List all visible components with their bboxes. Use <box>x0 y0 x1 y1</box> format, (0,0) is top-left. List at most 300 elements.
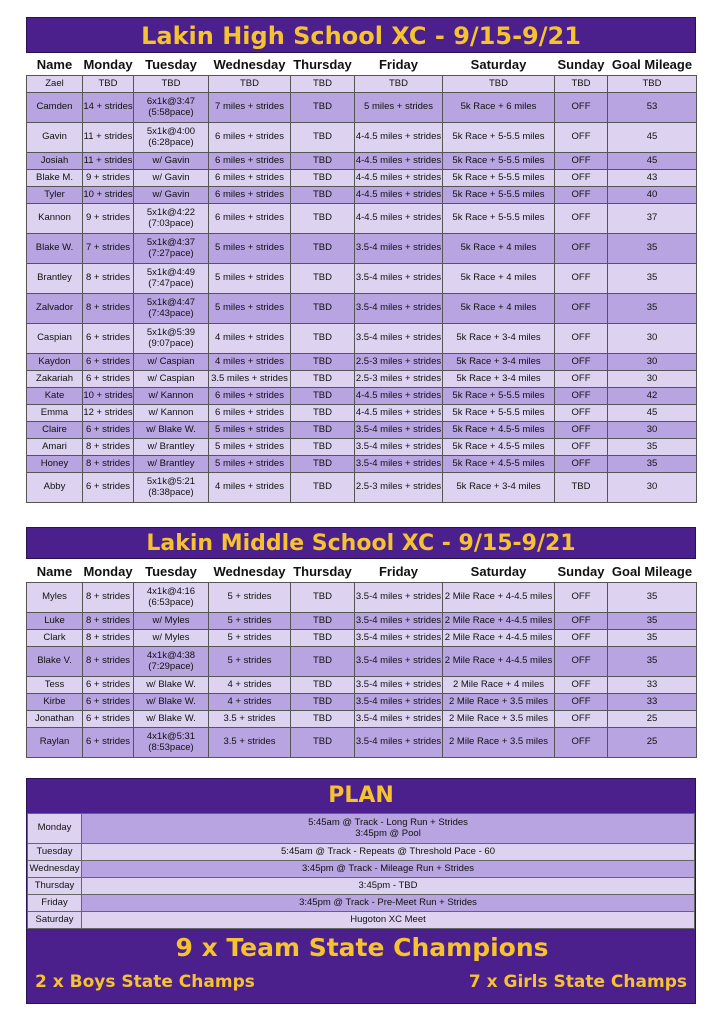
table-cell: w/ Myles <box>134 630 209 647</box>
table-cell: 5x1k@4:49 (7:47pace) <box>134 264 209 294</box>
table-row <box>27 204 697 234</box>
table-cell: TBD <box>555 76 608 93</box>
table-cell: TBD <box>291 405 355 422</box>
hs-header-monday: Monday <box>83 53 134 76</box>
plan-row <box>28 895 695 912</box>
table-cell: OFF <box>555 187 608 204</box>
hs-header-thursday: Thursday <box>291 53 355 76</box>
table-cell: 3.5-4 miles + strides <box>355 264 443 294</box>
table-cell: 10 + strides <box>83 388 134 405</box>
table-cell: 35 <box>608 264 697 294</box>
table-cell: 6 miles + strides <box>209 123 291 153</box>
plan-row <box>28 844 695 861</box>
middle-school-title: Lakin Middle School XC - 9/15-9/21 <box>26 527 696 559</box>
table-cell: 25 <box>608 728 697 758</box>
table-cell: 5k Race + 6 miles <box>443 93 555 123</box>
table-cell: 45 <box>608 153 697 170</box>
table-cell: w/ Caspian <box>134 354 209 371</box>
plan-row <box>28 814 695 844</box>
athlete-name: Raylan <box>27 728 83 758</box>
table-cell: 2 Mile Race + 4-4.5 miles <box>443 630 555 647</box>
table-cell: w/ Caspian <box>134 371 209 388</box>
table-cell: 3.5-4 miles + strides <box>355 583 443 613</box>
athlete-name: Zalvador <box>27 294 83 324</box>
table-cell: OFF <box>555 170 608 187</box>
table-row <box>27 456 697 473</box>
athlete-name: Amari <box>27 439 83 456</box>
table-cell: w/ Gavin <box>134 170 209 187</box>
middle-school-schedule <box>26 560 696 758</box>
table-row <box>27 264 697 294</box>
table-cell: 8 + strides <box>83 294 134 324</box>
table-cell: TBD <box>291 354 355 371</box>
table-cell: 35 <box>608 583 697 613</box>
table-cell: OFF <box>555 388 608 405</box>
table-cell: TBD <box>291 677 355 694</box>
table-cell: 5x1k@5:21 (8:38pace) <box>134 473 209 503</box>
table-cell: 2.5-3 miles + strides <box>355 371 443 388</box>
table-cell: TBD <box>355 76 443 93</box>
table-cell: 6 + strides <box>83 473 134 503</box>
table-cell: 3.5-4 miles + strides <box>355 613 443 630</box>
table-row <box>27 711 697 728</box>
hs-header-friday: Friday <box>355 53 443 76</box>
table-cell: 4-4.5 miles + strides <box>355 204 443 234</box>
table-cell: OFF <box>555 711 608 728</box>
table-cell: 12 + strides <box>83 405 134 422</box>
table-cell: 35 <box>608 613 697 630</box>
hs-header-saturday: Saturday <box>443 53 555 76</box>
plan-table <box>27 813 695 929</box>
table-cell: 8 + strides <box>83 613 134 630</box>
table-cell: 33 <box>608 677 697 694</box>
table-cell: 5k Race + 4 miles <box>443 294 555 324</box>
table-cell: OFF <box>555 204 608 234</box>
table-cell: 9 + strides <box>83 204 134 234</box>
table-cell: 4-4.5 miles + strides <box>355 170 443 187</box>
table-cell: TBD <box>291 728 355 758</box>
table-cell: 6 miles + strides <box>209 405 291 422</box>
table-cell: 5k Race + 5-5.5 miles <box>443 204 555 234</box>
table-row <box>27 187 697 204</box>
table-cell: 6 + strides <box>83 677 134 694</box>
table-cell: 14 + strides <box>83 93 134 123</box>
table-cell: 8 + strides <box>83 264 134 294</box>
table-cell: TBD <box>291 583 355 613</box>
table-cell: 40 <box>608 187 697 204</box>
table-cell: 5k Race + 5-5.5 miles <box>443 170 555 187</box>
table-cell: 35 <box>608 647 697 677</box>
table-cell: 2 Mile Race + 3.5 miles <box>443 694 555 711</box>
table-row <box>27 294 697 324</box>
table-cell: 3.5-4 miles + strides <box>355 647 443 677</box>
athlete-name: Kaydon <box>27 354 83 371</box>
table-cell: 4 + strides <box>209 677 291 694</box>
table-cell: 6 + strides <box>83 694 134 711</box>
table-cell: 6 miles + strides <box>209 388 291 405</box>
table-cell: OFF <box>555 583 608 613</box>
table-cell: 2 Mile Race + 4-4.5 miles <box>443 583 555 613</box>
table-row <box>27 234 697 264</box>
table-cell: 4-4.5 miles + strides <box>355 153 443 170</box>
table-cell: TBD <box>291 371 355 388</box>
table-cell: OFF <box>555 630 608 647</box>
table-cell: 42 <box>608 388 697 405</box>
table-row <box>27 630 697 647</box>
table-row <box>27 473 697 503</box>
plan-detail: 3:45pm @ Track - Pre-Meet Run + Strides <box>82 895 695 912</box>
table-cell: 2 Mile Race + 4-4.5 miles <box>443 647 555 677</box>
table-cell: 5x1k@5:39 (9:07pace) <box>134 324 209 354</box>
table-cell: 37 <box>608 204 697 234</box>
table-cell: 6 miles + strides <box>209 170 291 187</box>
table-cell: 5k Race + 5-5.5 miles <box>443 388 555 405</box>
table-cell: TBD <box>608 76 697 93</box>
plan-title: PLAN <box>27 779 695 813</box>
plan-day: Thursday <box>28 878 82 895</box>
table-cell: 8 + strides <box>83 583 134 613</box>
table-cell: TBD <box>134 76 209 93</box>
plan-day: Monday <box>28 814 82 844</box>
table-cell: 2 Mile Race + 4 miles <box>443 677 555 694</box>
table-cell: 6 + strides <box>83 422 134 439</box>
table-cell: 3.5-4 miles + strides <box>355 711 443 728</box>
table-cell: 4x1k@4:38 (7:29pace) <box>134 647 209 677</box>
table-cell: 6 + strides <box>83 371 134 388</box>
table-cell: 5k Race + 3-4 miles <box>443 324 555 354</box>
plan-detail: Hugoton XC Meet <box>82 912 695 929</box>
athlete-name: Gavin <box>27 123 83 153</box>
table-cell: TBD <box>291 93 355 123</box>
table-cell: 8 + strides <box>83 456 134 473</box>
table-row <box>27 153 697 170</box>
athlete-name: Clark <box>27 630 83 647</box>
table-cell: TBD <box>291 711 355 728</box>
table-cell: 3.5 + strides <box>209 711 291 728</box>
table-cell: TBD <box>291 234 355 264</box>
table-cell: OFF <box>555 456 608 473</box>
table-cell: 45 <box>608 123 697 153</box>
ms-header-monday: Monday <box>83 560 134 583</box>
table-cell: 5k Race + 4 miles <box>443 264 555 294</box>
table-cell: 2.5-3 miles + strides <box>355 473 443 503</box>
table-cell: 8 + strides <box>83 439 134 456</box>
table-cell: 3.5-4 miles + strides <box>355 294 443 324</box>
table-cell: 6 + strides <box>83 354 134 371</box>
high-school-table <box>26 53 697 503</box>
high-school-title: Lakin High School XC - 9/15-9/21 <box>26 17 696 53</box>
ms-header-sunday: Sunday <box>555 560 608 583</box>
table-cell: 6x1k@3:47 (5:58pace) <box>134 93 209 123</box>
table-cell: TBD <box>291 294 355 324</box>
table-cell: 4x1k@5:31 (8:53pace) <box>134 728 209 758</box>
athlete-name: Tess <box>27 677 83 694</box>
table-cell: TBD <box>291 439 355 456</box>
table-cell: TBD <box>291 456 355 473</box>
table-row <box>27 324 697 354</box>
table-cell: w/ Blake W. <box>134 677 209 694</box>
table-cell: 5k Race + 5-5.5 miles <box>443 153 555 170</box>
table-cell: w/ Myles <box>134 613 209 630</box>
table-cell: OFF <box>555 234 608 264</box>
table-cell: w/ Gavin <box>134 187 209 204</box>
table-cell: OFF <box>555 123 608 153</box>
table-cell: OFF <box>555 613 608 630</box>
table-cell: OFF <box>555 439 608 456</box>
table-cell: 5 miles + strides <box>209 422 291 439</box>
table-row <box>27 439 697 456</box>
table-cell: TBD <box>291 123 355 153</box>
table-cell: 5x1k@4:22 (7:03pace) <box>134 204 209 234</box>
table-cell: 5 miles + strides <box>209 234 291 264</box>
table-cell: 4 miles + strides <box>209 354 291 371</box>
athlete-name: Blake V. <box>27 647 83 677</box>
table-row <box>27 388 697 405</box>
table-cell: 2.5-3 miles + strides <box>355 354 443 371</box>
table-cell: 35 <box>608 456 697 473</box>
table-cell: OFF <box>555 728 608 758</box>
table-cell: 6 miles + strides <box>209 187 291 204</box>
plan-day: Saturday <box>28 912 82 929</box>
athlete-name: Kate <box>27 388 83 405</box>
table-cell: 5x1k@4:00 (6:28pace) <box>134 123 209 153</box>
table-cell: 6 + strides <box>83 324 134 354</box>
table-row <box>27 647 697 677</box>
table-cell: TBD <box>291 473 355 503</box>
table-cell: 2 Mile Race + 3.5 miles <box>443 711 555 728</box>
table-row <box>27 405 697 422</box>
athlete-name: Abby <box>27 473 83 503</box>
table-cell: 6 + strides <box>83 711 134 728</box>
high-school-schedule <box>26 53 696 503</box>
athlete-name: Kirbe <box>27 694 83 711</box>
plan-detail: 3:45pm - TBD <box>82 878 695 895</box>
table-cell: 5k Race + 3-4 miles <box>443 473 555 503</box>
table-cell: w/ Blake W. <box>134 711 209 728</box>
table-row <box>27 354 697 371</box>
table-row <box>27 694 697 711</box>
table-cell: 2 Mile Race + 3.5 miles <box>443 728 555 758</box>
middle-school-table <box>26 560 697 758</box>
table-row <box>27 371 697 388</box>
plan-row <box>28 878 695 895</box>
table-cell: TBD <box>291 187 355 204</box>
table-cell: 3.5-4 miles + strides <box>355 728 443 758</box>
athlete-name: Tyler <box>27 187 83 204</box>
table-cell: TBD <box>291 613 355 630</box>
table-cell: OFF <box>555 422 608 439</box>
hs-header-tuesday: Tuesday <box>134 53 209 76</box>
table-cell: 35 <box>608 630 697 647</box>
table-cell: 9 + strides <box>83 170 134 187</box>
table-cell: 3.5-4 miles + strides <box>355 234 443 264</box>
plan-detail: 3:45pm @ Track - Mileage Run + Strides <box>82 861 695 878</box>
table-cell: OFF <box>555 371 608 388</box>
table-cell: OFF <box>555 294 608 324</box>
table-cell: 35 <box>608 294 697 324</box>
athlete-name: Kannon <box>27 204 83 234</box>
athlete-name: Brantley <box>27 264 83 294</box>
table-cell: 3.5-4 miles + strides <box>355 324 443 354</box>
plan-row <box>28 861 695 878</box>
table-row <box>27 677 697 694</box>
table-cell: w/ Brantley <box>134 439 209 456</box>
table-cell: 4-4.5 miles + strides <box>355 187 443 204</box>
table-cell: 5k Race + 5-5.5 miles <box>443 405 555 422</box>
table-cell: TBD <box>443 76 555 93</box>
plan-section <box>26 778 696 1004</box>
table-cell: TBD <box>83 76 134 93</box>
table-cell: TBD <box>209 76 291 93</box>
table-cell: 45 <box>608 405 697 422</box>
ms-header-wednesday: Wednesday <box>209 560 291 583</box>
table-cell: 4-4.5 miles + strides <box>355 405 443 422</box>
table-cell: 11 + strides <box>83 123 134 153</box>
table-cell: 5 + strides <box>209 613 291 630</box>
table-cell: OFF <box>555 647 608 677</box>
table-cell: 6 + strides <box>83 728 134 758</box>
athlete-name: Honey <box>27 456 83 473</box>
table-row <box>27 170 697 187</box>
table-cell: TBD <box>291 630 355 647</box>
table-cell: 5k Race + 4.5-5 miles <box>443 456 555 473</box>
table-cell: 30 <box>608 473 697 503</box>
table-cell: 5k Race + 3-4 miles <box>443 354 555 371</box>
athlete-name: Myles <box>27 583 83 613</box>
table-cell: 4 miles + strides <box>209 324 291 354</box>
ms-header-friday: Friday <box>355 560 443 583</box>
table-cell: 43 <box>608 170 697 187</box>
table-row <box>27 728 697 758</box>
table-cell: 7 miles + strides <box>209 93 291 123</box>
table-cell: 3.5-4 miles + strides <box>355 630 443 647</box>
table-cell: 3.5-4 miles + strides <box>355 456 443 473</box>
table-cell: 5 miles + strides <box>209 294 291 324</box>
hs-header-sunday: Sunday <box>555 53 608 76</box>
table-cell: 7 + strides <box>83 234 134 264</box>
athlete-name: Jonathan <box>27 711 83 728</box>
table-cell: w/ Brantley <box>134 456 209 473</box>
table-cell: w/ Blake W. <box>134 694 209 711</box>
table-cell: 2 Mile Race + 4-4.5 miles <box>443 613 555 630</box>
table-cell: 33 <box>608 694 697 711</box>
table-cell: 5 + strides <box>209 647 291 677</box>
team-state-champions: 9 x Team State Champions <box>175 933 549 962</box>
table-cell: TBD <box>291 204 355 234</box>
plan-day: Friday <box>28 895 82 912</box>
table-cell: OFF <box>555 405 608 422</box>
athlete-name: Blake W. <box>27 234 83 264</box>
table-cell: OFF <box>555 93 608 123</box>
table-cell: 5 miles + strides <box>209 439 291 456</box>
table-cell: TBD <box>291 153 355 170</box>
plan-row <box>28 912 695 929</box>
table-row <box>27 583 697 613</box>
table-cell: 4 + strides <box>209 694 291 711</box>
table-cell: TBD <box>291 388 355 405</box>
athlete-name: Camden <box>27 93 83 123</box>
table-cell: 5k Race + 5-5.5 miles <box>443 123 555 153</box>
athlete-name: Josiah <box>27 153 83 170</box>
table-cell: 4-4.5 miles + strides <box>355 123 443 153</box>
table-row <box>27 76 697 93</box>
table-cell: w/ Kannon <box>134 405 209 422</box>
table-cell: 5 miles + strides <box>355 93 443 123</box>
table-cell: 5 miles + strides <box>209 456 291 473</box>
table-cell: TBD <box>291 170 355 187</box>
table-cell: 11 + strides <box>83 153 134 170</box>
athlete-name: Luke <box>27 613 83 630</box>
table-cell: OFF <box>555 354 608 371</box>
table-cell: TBD <box>291 647 355 677</box>
table-cell: OFF <box>555 264 608 294</box>
plan-detail: 5:45am @ Track - Repeats @ Threshold Pace - 60 <box>82 844 695 861</box>
ms-header-goal-mileage: Goal Mileage <box>608 560 697 583</box>
table-cell: OFF <box>555 677 608 694</box>
table-cell: 5k Race + 5-5.5 miles <box>443 187 555 204</box>
table-cell: 35 <box>608 234 697 264</box>
table-cell: 5x1k@4:47 (7:43pace) <box>134 294 209 324</box>
hs-header-name: Name <box>27 53 83 76</box>
table-cell: 5 + strides <box>209 583 291 613</box>
athlete-name: Claire <box>27 422 83 439</box>
ms-header-name: Name <box>27 560 83 583</box>
table-cell: 30 <box>608 422 697 439</box>
table-cell: 3.5-4 miles + strides <box>355 677 443 694</box>
table-cell: 5 + strides <box>209 630 291 647</box>
table-cell: 4x1k@4:16 (6:53pace) <box>134 583 209 613</box>
table-cell: 3.5-4 miles + strides <box>355 422 443 439</box>
table-cell: 5k Race + 4 miles <box>443 234 555 264</box>
table-row <box>27 123 697 153</box>
table-cell: OFF <box>555 153 608 170</box>
table-cell: TBD <box>555 473 608 503</box>
table-cell: 5k Race + 4.5-5 miles <box>443 422 555 439</box>
table-cell: 5 miles + strides <box>209 264 291 294</box>
table-cell: 5k Race + 4.5-5 miles <box>443 439 555 456</box>
table-cell: 5k Race + 3-4 miles <box>443 371 555 388</box>
hs-header-goal-mileage: Goal Mileage <box>608 53 697 76</box>
athlete-name: Zakariah <box>27 371 83 388</box>
table-cell: TBD <box>291 264 355 294</box>
table-cell: TBD <box>291 422 355 439</box>
table-cell: 5x1k@4:37 (7:27pace) <box>134 234 209 264</box>
table-row <box>27 422 697 439</box>
table-cell: TBD <box>291 694 355 711</box>
table-cell: 53 <box>608 93 697 123</box>
athlete-name: Caspian <box>27 324 83 354</box>
table-cell: w/ Blake W. <box>134 422 209 439</box>
table-cell: 30 <box>608 324 697 354</box>
table-cell: OFF <box>555 694 608 711</box>
table-cell: 3.5 miles + strides <box>209 371 291 388</box>
boys-state-champs: 2 x Boys State Champs <box>35 972 255 992</box>
plan-detail: 5:45am @ Track - Long Run + Strides 3:45pm @ Pool <box>82 814 695 844</box>
table-cell: 4-4.5 miles + strides <box>355 388 443 405</box>
ms-header-tuesday: Tuesday <box>134 560 209 583</box>
table-cell: 3.5-4 miles + strides <box>355 694 443 711</box>
table-row <box>27 613 697 630</box>
table-cell: 4 miles + strides <box>209 473 291 503</box>
table-cell: w/ Gavin <box>134 153 209 170</box>
table-cell: 25 <box>608 711 697 728</box>
table-cell: 6 miles + strides <box>209 204 291 234</box>
plan-day: Tuesday <box>28 844 82 861</box>
table-cell: 10 + strides <box>83 187 134 204</box>
table-row <box>27 93 697 123</box>
ms-header-thursday: Thursday <box>291 560 355 583</box>
table-cell: OFF <box>555 324 608 354</box>
